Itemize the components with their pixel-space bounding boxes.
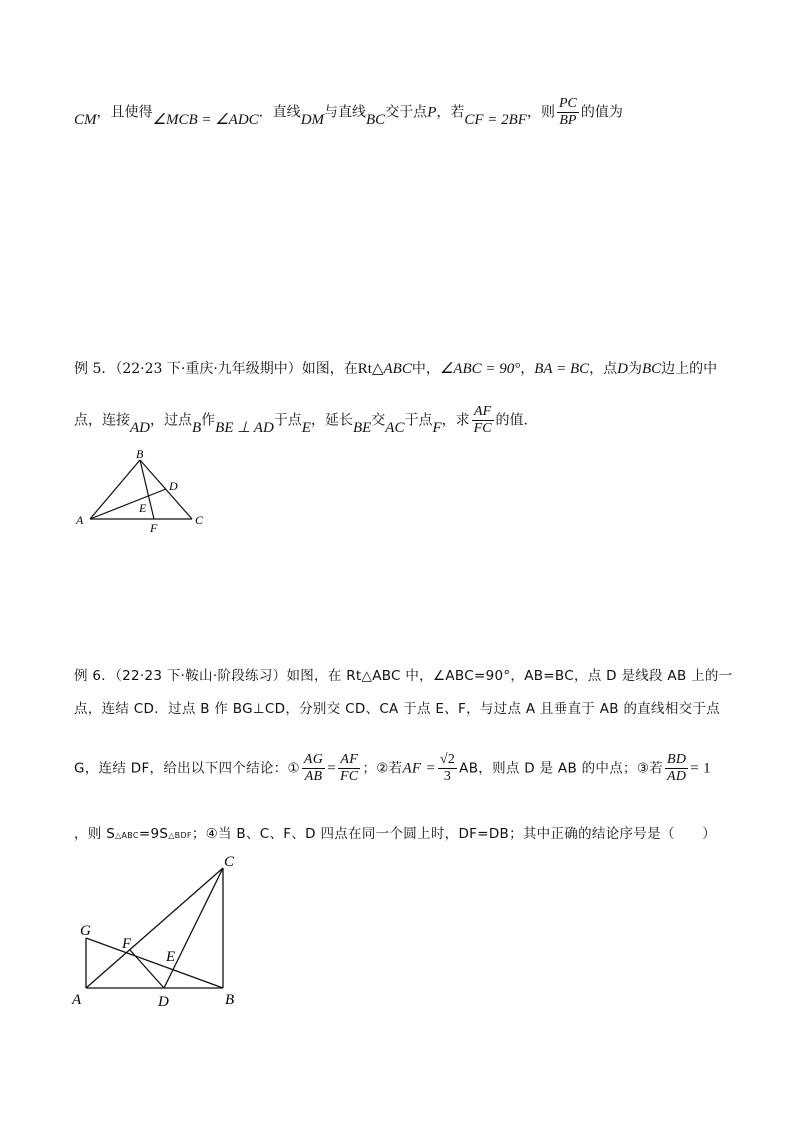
- math-e: E: [301, 419, 311, 436]
- text: 于点: [404, 412, 433, 429]
- label-c: C: [195, 513, 204, 527]
- ex5-line2: [74, 404, 528, 437]
- math-rt: Rt△: [357, 361, 384, 377]
- fraction-denominator: FC: [339, 769, 359, 785]
- math-ac: AC: [385, 419, 405, 436]
- equals-one: = 1: [690, 760, 711, 777]
- ex6-line2: 点，连结 CD．过点 B 作 BG⊥CD，分别交 CD、CA 于点 E、F，与过点 A 且垂直于 AB 的直线相交于点: [74, 701, 721, 717]
- fraction-numerator: AF: [338, 752, 361, 769]
- ex6-line3: [74, 752, 711, 785]
- segment-dc: [164, 868, 223, 988]
- equals-sign: =: [327, 760, 336, 777]
- text: ，则: [526, 104, 555, 121]
- subscript-bdf: △BDF: [168, 831, 192, 840]
- math-d: D: [617, 361, 628, 377]
- text: 为: [627, 361, 642, 377]
- text: 与直线: [324, 104, 367, 121]
- fraction-denominator: BP: [559, 113, 577, 129]
- text: ，: [520, 361, 535, 377]
- q4-condition-line: [74, 96, 623, 129]
- fraction-denominator: AB: [304, 769, 323, 785]
- text: ，若: [436, 104, 465, 121]
- text: 交于点: [385, 104, 428, 121]
- math-angle: ∠ABC = 90°: [439, 361, 521, 377]
- text: 于点: [273, 412, 302, 429]
- text: 中，: [411, 361, 440, 377]
- label-a: A: [72, 992, 82, 1008]
- segment-gb: [86, 938, 223, 988]
- label-c: C: [224, 854, 235, 870]
- text: ，求: [441, 412, 470, 429]
- label-d: D: [158, 994, 169, 1010]
- math-ba-eq: BA = BC: [534, 361, 590, 377]
- segment-ac: [86, 868, 223, 988]
- text: 点，连接: [74, 412, 130, 429]
- ex6-line4: [74, 822, 716, 842]
- fraction-af-fc: [338, 752, 361, 785]
- fraction-denominator: AD: [667, 769, 687, 785]
- text: 交: [371, 412, 386, 429]
- math-angle-eq: ∠MCB = ∠ADC: [152, 111, 259, 128]
- text: ．直线: [258, 104, 301, 121]
- text: G，连结 DF，给出以下四个结论：①: [74, 760, 300, 777]
- label-e: E: [139, 501, 147, 515]
- segment-fd: [130, 950, 164, 988]
- text: AB，则点 D 是 AB 的中点；③若: [459, 760, 664, 777]
- text: ，点: [589, 361, 618, 377]
- math-be: BE: [352, 419, 372, 436]
- ex5-figure: [70, 448, 220, 538]
- math-dm: DM: [300, 111, 325, 128]
- math-perp: BE ⊥ AD: [215, 419, 274, 436]
- math-bc: BC: [641, 361, 662, 377]
- label-a: A: [76, 513, 84, 527]
- label-b: B: [225, 992, 235, 1008]
- math-ad: AD: [130, 419, 150, 436]
- text: ，过点: [150, 412, 192, 429]
- fraction-af-fc: [472, 404, 494, 437]
- segment-ab: [90, 460, 140, 519]
- text: =9S: [138, 826, 169, 842]
- fraction-sqrt2-3: [438, 752, 457, 785]
- text: ，则 S: [74, 826, 116, 842]
- ex6-line1: 例 6．（22·23 下·鞍山·阶段练习）如图，在 Rt△ABC 中，∠ABC=90°，AB=BC，点 D 是线段 AB 上的一: [74, 668, 733, 684]
- ex5-line1: [74, 358, 717, 378]
- math-cf-eq: CF = 2BF: [464, 111, 527, 128]
- fraction-denominator: FC: [473, 421, 492, 437]
- label-d: D: [169, 479, 178, 493]
- text: ；②若: [362, 760, 403, 777]
- segment-ad: [90, 489, 166, 519]
- math-p: P: [427, 104, 437, 121]
- math-abc: ABC: [383, 361, 412, 377]
- text: 的值.: [495, 412, 528, 429]
- text: ，延长: [310, 412, 353, 429]
- math-cm: CM: [74, 111, 97, 128]
- fraction-numerator: AF: [472, 404, 494, 421]
- ex6-figure: [70, 844, 250, 1014]
- math-b: B: [192, 419, 202, 436]
- fraction-numerator: √2: [438, 752, 457, 769]
- math-bc: BC: [366, 111, 386, 128]
- fraction-denominator: 3: [443, 769, 452, 785]
- text: 的值为: [580, 104, 623, 121]
- math-f: F: [432, 419, 442, 436]
- text: ，且使得: [96, 104, 153, 121]
- text: 边上的中: [661, 361, 718, 377]
- math-af-eq: AF =: [402, 760, 436, 777]
- label-e: E: [166, 949, 176, 965]
- fraction-bd-ad: [665, 752, 688, 785]
- fraction-numerator: PC: [557, 96, 579, 113]
- label-f: F: [150, 521, 158, 535]
- fraction-ag-ab: [302, 752, 325, 785]
- fraction-pc-bp: [557, 96, 579, 129]
- ex5-label: 例 5．（22·23 下·重庆·九年级期中）如图，在: [74, 361, 358, 377]
- text: 作: [201, 412, 216, 429]
- fraction-numerator: AG: [302, 752, 325, 769]
- subscript-abc: △ABC: [115, 831, 139, 840]
- text: ；④当 B、C、F、D 四点在同一个圆上时，DF=DB；其中正确的结论序号是（ ）: [191, 826, 717, 842]
- fraction-numerator: BD: [665, 752, 688, 769]
- label-f: F: [122, 936, 132, 952]
- label-b: B: [136, 448, 144, 461]
- label-g: G: [80, 923, 91, 939]
